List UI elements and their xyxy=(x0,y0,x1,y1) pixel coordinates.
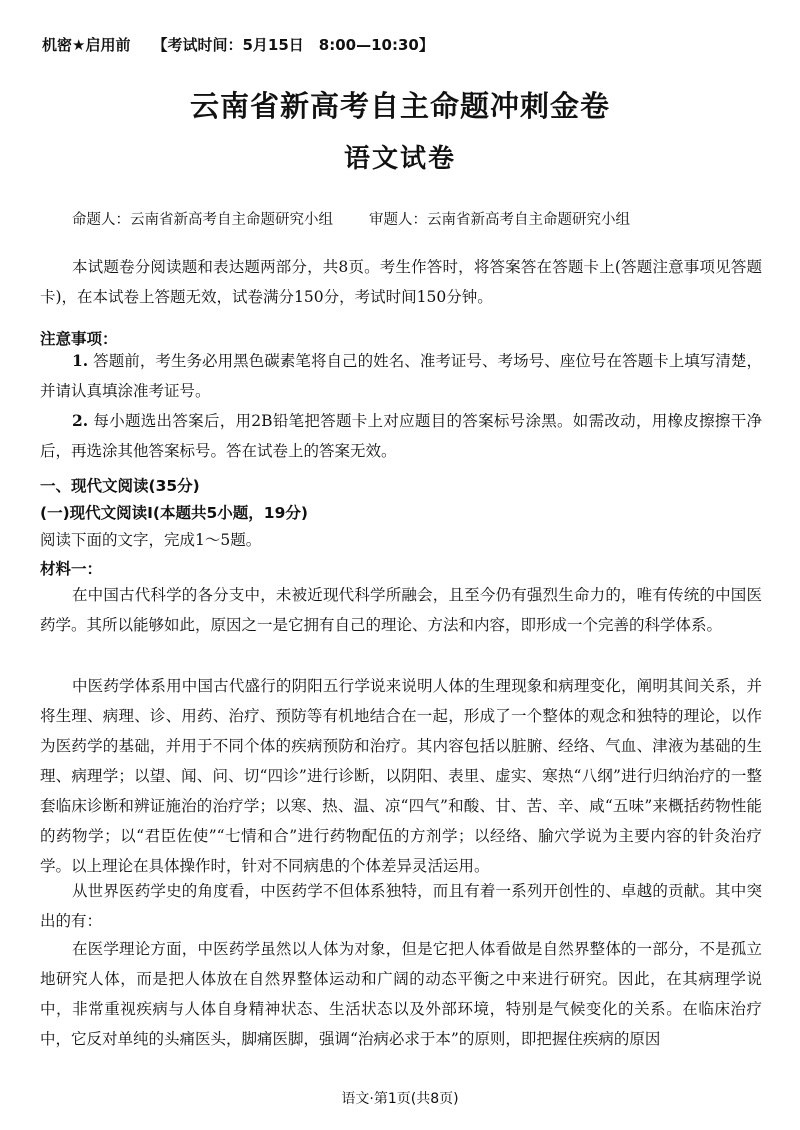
note-item-1 xyxy=(40,346,762,406)
intro-paragraph: 本试题卷分阅读题和表达题两部分，共8页。考生作答时，将答案答在答题卡上(答题注意事项见答题卡)，在本试卷上答题无效，试卷满分150分，考试时间150分钟。 xyxy=(40,258,762,306)
note-item-2 xyxy=(40,406,762,466)
note-number: 2. xyxy=(72,411,89,430)
notes-heading: 注意事项： xyxy=(40,330,118,348)
note-number: 1. xyxy=(72,351,89,370)
reading-instruction: 阅读下面的文字，完成1～5题。 xyxy=(40,531,262,549)
reviewer: 审题人：云南省新高考自主命题研究小组 xyxy=(369,212,630,228)
setter: 命题人：云南省新高考自主命题研究小组 xyxy=(72,212,333,228)
note-text: 答题前，考生务必用黑色碳素笔将自己的姓名、准考证号、考场号、座位号在答题卡上填写清楚，并请认真填涂准考证号。 xyxy=(40,352,762,400)
body-paragraph-2: 中医药学体系用中国古代盛行的阴阳五行学说来说明人体的生理现象和病理变化，阐明其间关系，并将生理、病理、诊、用药、治疗、预防等有机地结合在一起，形成了一个整体的观念和独特的理论，以作为医药学的基础，并用于不同个体的疾病预防和治疗。其内容包括以脏腑、经络、气血、津液为基础的生理、病理学；以望、闻、问、切“四诊”进行诊断，以阴阳、表里、虚实、寒热“八纲”进行归纳治疗的一整套临床诊断和辨证施治的治疗学；以寒、热、温、凉“四气”和酸、甘、苦、辛、咸“五味”来概括药物性能的药物学；以“君臣佐使”“七情和合”进行药物配伍的方剂学；以经络、腧穴学说为主要内容的针灸治疗学。以上理论在具体操作时，针对不同病患的个体差异灵活运用。 xyxy=(40,677,762,875)
subsection-heading: (一)现代文阅读Ⅰ(本题共5小题，19分) xyxy=(40,504,308,522)
body-paragraph-4: 在医学理论方面，中医药学虽然以人体为对象，但是它把人体看做是自然界整体的一部分，不是孤立地研究人体，而是把人体放在自然界整体运动和广阔的动态平衡之中来进行研究。因此，在其病理学说中，非常重视疾病与人体自身精神状态、生活状态以及外部环境，特别是气候变化的关系。在临床治疗中，它反对单纯的头痛医头，脚痛医脚，强调“治病必求于本”的原则，即把握住疾病的原因 xyxy=(40,940,762,1048)
material-label: 材料一： xyxy=(40,560,103,578)
body-paragraph-1: 在中国古代科学的各分支中，未被近现代科学所融会，且至今仍有强烈生命力的，唯有传统的中国医药学。其所以能够如此，原因之一是它拥有自己的理论、方法和内容，即形成一个完善的科学体系。 xyxy=(40,586,762,634)
authors-line xyxy=(72,208,630,229)
body-paragraph-3: 从世界医药学史的角度看，中医药学不但体系独特，而且有着一系列开创性的、卓越的贡献。其中突出的有： xyxy=(40,882,762,930)
confidential-label: 机密★启用前 xyxy=(42,36,131,54)
paper-title: 云南省新高考自主命题冲刺金卷 xyxy=(189,89,610,123)
subject-title: 语文试卷 xyxy=(343,144,456,174)
exam-time: 【考试时间：5月15日 8:00—10:30】 xyxy=(152,36,434,54)
section-heading: 一、现代文阅读(35分) xyxy=(40,477,200,495)
exam-header xyxy=(42,34,456,55)
page-footer: 语文·第1页(共8页) xyxy=(341,1091,459,1107)
note-text: 每小题选出答案后，用2B铅笔把答题卡上对应题目的答案标号涂黑。如需改动，用橡皮擦擦干净后，再选涂其他答案标号。答在试卷上的答案无效。 xyxy=(40,412,762,460)
